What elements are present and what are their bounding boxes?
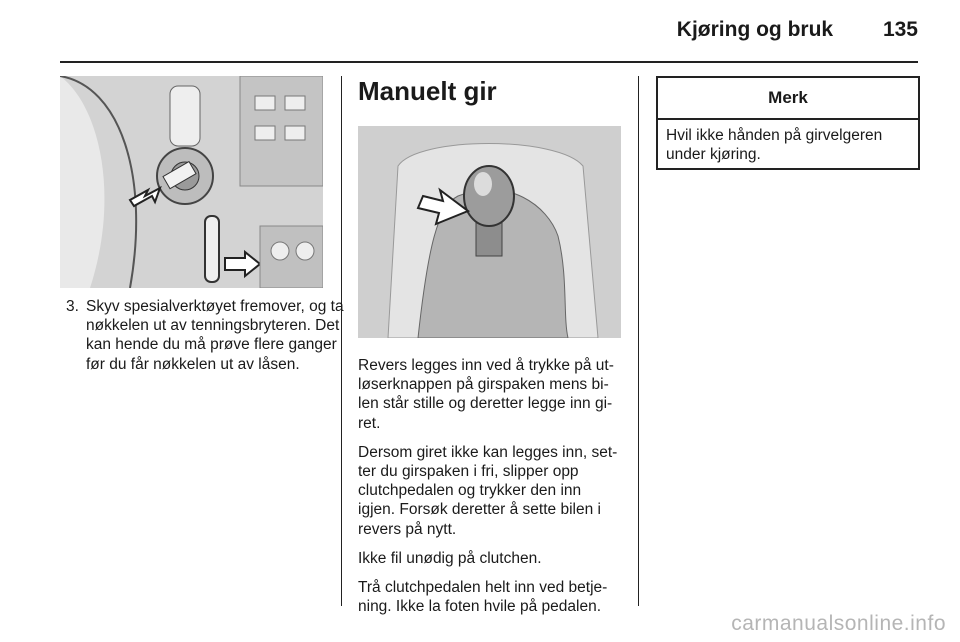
step-number: 3. [66,298,79,315]
note-title: Merk [658,78,918,120]
column-divider-right [638,76,639,606]
middle-column-text [358,356,622,626]
note-box [656,76,920,170]
paragraph-clutch-pedal: Trå clutchpedalen helt inn ved betjening. Ikke la foten hvile på pedalen. [358,579,608,616]
page-header [677,18,918,42]
paragraph-clutch-wear: Ikke fil unødig på clutchen. [358,549,542,567]
page-number: 135 [882,18,918,41]
ignition-key-illustration [60,76,323,288]
section-heading: Manuelt gir [358,76,497,106]
section-title: Kjøring og bruk [676,18,834,41]
paragraph-retry: Dersom giret ikke kan legges inn, setter du girspaken i fri, slipper opp clutchpedalen og trykker den inn igjen. Forsøk deretter å sette bilen i revers på nytt. [358,443,618,538]
step-text: Skyv spesialverktøyet fremover, og ta nøkkelen ut av tenningsbryteren. Det kan hende du må prøve flere ganger før du får nøkkelen ut av låsen. [86,298,344,373]
note-text: Hvil ikke hånden på girvelgeren under kjøring. [666,127,883,164]
gear-lever-illustration [358,126,621,338]
header-rule [60,61,918,63]
paragraph-reverse: Revers legges inn ved å trykke på utløserknappen på girspaken mens bilen står stille og deretter legge inn giret. [358,357,614,432]
step-3 [66,297,348,374]
watermark: carmanualsonline.info [731,612,946,635]
